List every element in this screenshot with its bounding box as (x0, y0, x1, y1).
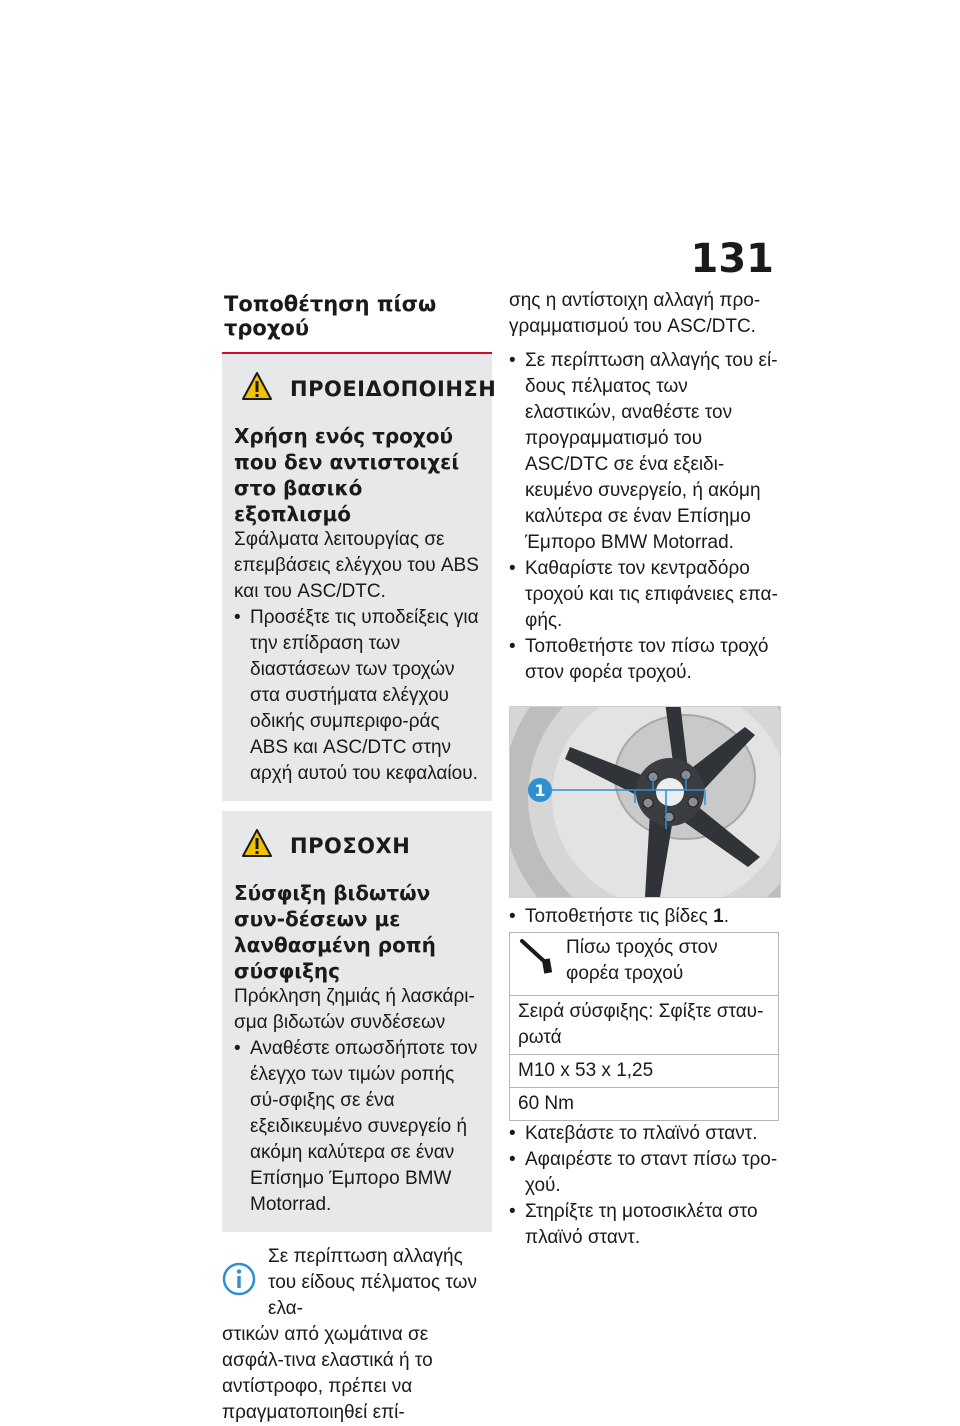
step-item: • Καθαρίστε τον κεντραδόρο τροχού και τις επιφάνειες επα-φής. (509, 556, 779, 634)
right-column (509, 288, 779, 1251)
info-icon (222, 1244, 268, 1322)
caution-title: Σύσφιξη βιδωτών συν-δέσεων με λανθασμένη ροπή σύσφιξης (234, 881, 436, 983)
caution-label: ΠΡΟΣΟΧΗ (290, 833, 411, 858)
caution-bullet: • Αναθέστε οπωσδήποτε τον έλεγχο των τιμών ροπής σύ-σφιξης σε ένα εξειδικευμένο συνεργείο ή ακόμη καλύτερα σε έναν Επίσημο Έμπορο BMW Motorrad. (234, 1036, 480, 1218)
info-note (222, 1244, 492, 1322)
caution-triangle-icon (242, 829, 272, 862)
caution-bullets (234, 1036, 480, 1218)
info-text-continued: σης η αντίστοιχη αλλαγή προ-γραμματισμού του ASC/DTC. (509, 290, 761, 337)
tightening-order: Σειρά σύσφιξης: Σφίξτε σταυ-ρωτά (510, 996, 779, 1055)
figure-callout-1: 1 (534, 781, 546, 800)
wheel-figure (509, 706, 781, 898)
left-column (222, 288, 497, 1426)
step-item: • Τοποθετήστε τον πίσω τροχό στον φορέα τροχού. (509, 634, 779, 686)
bolt-spec: M10 x 53 x 1,25 (510, 1055, 779, 1088)
warning-bullets (234, 605, 480, 787)
wheel-illustration (510, 707, 780, 897)
warning-header (242, 372, 497, 405)
info-text-first: Σε περίπτωση αλλαγής του είδους πέλματος των ελα- (268, 1246, 477, 1319)
step-item: • Στηρίξτε τη μοτοσικλέτα στο πλαϊνό σταντ. (509, 1199, 779, 1251)
step-item: • Σε περίπτωση αλλαγής του εί-δους πέλματος των ελαστικών, αναθέστε τον προγραμματισμό του ASC/DTC σε ένα εξειδι-κευμένο συνεργείο, ή ακόμη καλύτερα σε έναν Επίσημο Έμπορο BMW Motorrad. (509, 348, 779, 556)
torque-value: 60 Nm (510, 1088, 779, 1121)
warning-text: Σφάλματα λειτουργίας σε επεμβάσεις ελέγχου του ABS και του ASC/DTC. (234, 529, 479, 602)
tool-label: Πίσω τροχός στον φορέα τροχού (566, 937, 718, 984)
torque-table (509, 932, 779, 1121)
steps-list-after (509, 1121, 779, 1251)
warning-triangle-icon (242, 372, 272, 405)
warning-box (222, 354, 497, 801)
info-text-rest: στικών από χωμάτινα σε ασφάλ-τινα ελαστικά ή το αντίστροφο, πρέπει να πραγματοποιηθεί επί- (222, 1324, 433, 1423)
torque-table-row (510, 1055, 779, 1088)
warning-title: Χρήση ενός τροχού που δεν αντιστοιχεί στο βασικό εξοπλισμό (234, 424, 460, 526)
steps-list-before (509, 348, 779, 686)
caution-box (222, 811, 492, 1232)
torque-table-cell (510, 933, 779, 996)
section-title: Τοποθέτηση πίσω τροχού (224, 292, 437, 340)
torque-table-row (510, 1088, 779, 1121)
warning-label: ΠΡΟΕΙΔΟΠΟΙΗΣΗ (290, 376, 497, 401)
warning-bullet: • Προσέξτε τις υποδείξεις για την επίδραση των διαστάσεων των τροχών στα συστήματα ελέγχου οδικής συμπεριφο-ράς ABS και ASC/DTC στην αρχή αυτού του κεφαλαίου. (234, 605, 480, 787)
step-item: • Αφαιρέστε το σταντ πίσω τρο-χού. (509, 1147, 779, 1199)
step-bolts-ref: 1 (713, 906, 724, 927)
step-item: • Τοποθετήστε τις βίδες 1. (509, 904, 779, 930)
torque-table-row (510, 933, 779, 996)
step-item: • Κατεβάστε το πλαϊνό σταντ. (509, 1121, 779, 1147)
steps-list-bolts (509, 904, 779, 930)
page-number: 131 (690, 236, 774, 282)
caution-text: Πρόκληση ζημιάς ή λασκάρι-σμα βιδωτών συνδέσεων (234, 986, 475, 1033)
caution-header (242, 829, 480, 862)
torque-table-row (510, 996, 779, 1055)
step-bolts-text: Τοποθετήστε τις βίδες (525, 906, 708, 927)
torque-wrench-icon (518, 935, 558, 987)
